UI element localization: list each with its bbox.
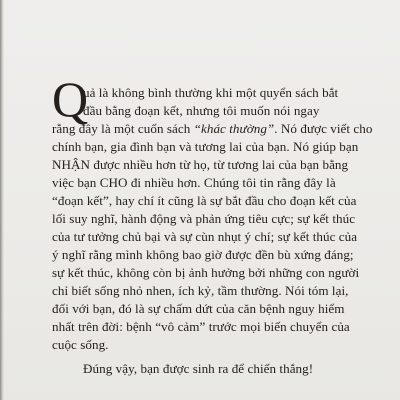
text-line-15: cuộc sống. [52, 337, 109, 352]
text-line-4: chính bạn, gia đình bạn và tương lai của bạn. Nó giúp bạn [52, 139, 359, 154]
text-line-5: NHẬN được nhiều hơn từ họ, từ tương lai của bạn bằng [52, 157, 349, 172]
text-line-6: việc bạn CHO đi nhiều hơn. Chúng tôi tin rằng đây là [52, 175, 336, 190]
text-line-1: uả là không bình thường khi một quyển sách bắt [83, 85, 339, 100]
text-line-2: đầu bằng đoạn kết, nhưng tôi muốn nói ngay [83, 103, 320, 118]
closing-line: Đúng vậy, bạn được sinh ra để chiến thắng! [83, 361, 314, 376]
text-line-14: nhất trên đời: bệnh “vô cảm” trước mọi biến chuyển của [52, 319, 350, 334]
text-line-11: sự kết thúc, không còn bị ảnh hưởng bởi những con người [52, 265, 360, 280]
text-line-9: của tư tưởng chủ bại và sự cùn nhụt ý chí; sự kết thúc của [52, 229, 358, 244]
text-line-12: chỉ biết sống nhỏ nhen, ích kỷ, tầm thường. Nói tóm lại, [52, 283, 349, 298]
page-binding-shadow [0, 0, 4, 400]
text-line-3-end: . Nó được viết cho [274, 121, 373, 136]
text-line-8: lối suy nghĩ, hành động và phản ứng tiêu cực; sự kết thúc [52, 211, 356, 226]
drop-cap: Q [52, 71, 89, 127]
text-line-3 [52, 120, 372, 138]
text-line-13: đối với bạn, đó là sự chấm dứt của căn bệnh nguy hiểm [52, 301, 345, 316]
text-line-3-start: rằng đây là một cuốn sách [52, 121, 194, 136]
emphasized-phrase: “khác thường” [193, 121, 275, 136]
text-line-10: ý nghĩ rằng mình không bao giờ được đền bù xứng đáng; [52, 247, 354, 262]
text-line-7: “đoạn kết”, hay chí ít cũng là sự bắt đầu cho đoạn kết của [52, 193, 357, 208]
